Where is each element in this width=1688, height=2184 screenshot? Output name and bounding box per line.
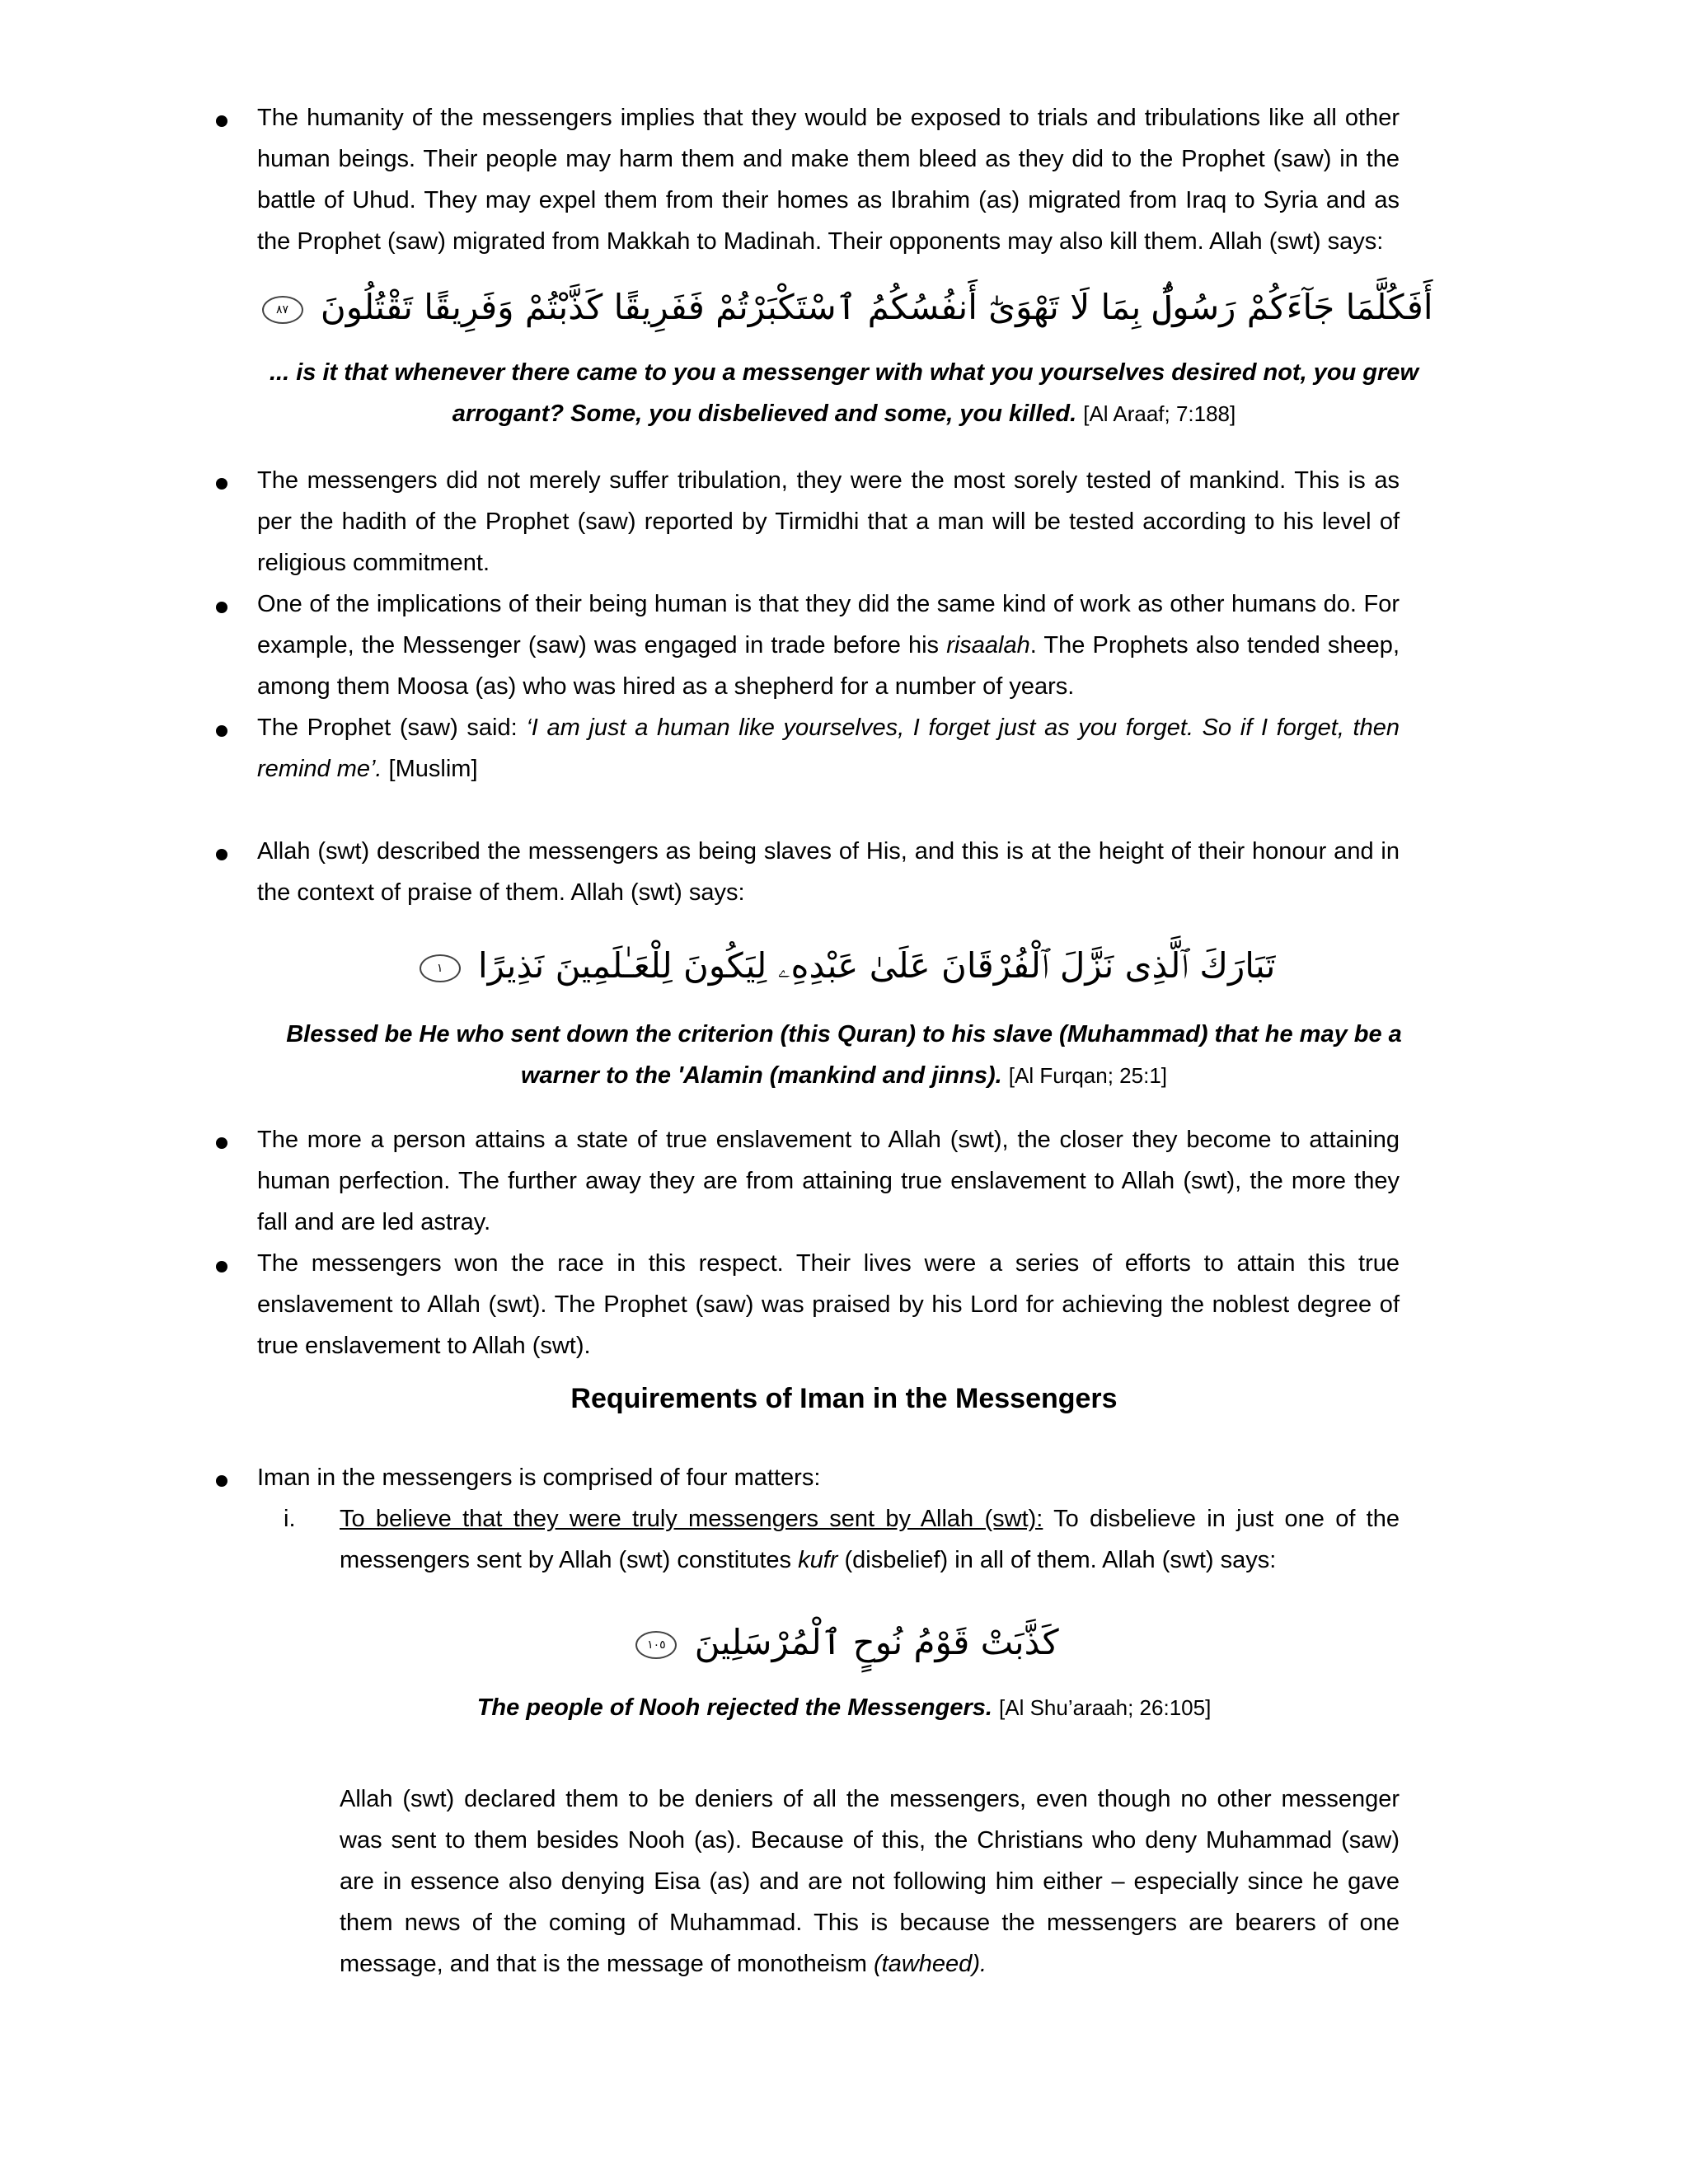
verse-reference: [Al Shu’araah; 26:105] xyxy=(999,1695,1212,1720)
bullet-icon xyxy=(216,1261,227,1272)
verse-translation xyxy=(257,352,1431,434)
quran-verse-arabic xyxy=(165,279,1523,336)
bullet-icon xyxy=(216,115,227,127)
verse-reference: [Al Araaf; 7:188] xyxy=(1083,401,1236,426)
verse-translation xyxy=(257,1014,1431,1096)
verse-number-icon: ١ xyxy=(420,954,461,982)
sub-item-i xyxy=(284,1498,1400,1581)
verse-translation xyxy=(257,1687,1431,1728)
term-risaalah: risaalah xyxy=(946,632,1030,658)
bullet-true-enslavement xyxy=(257,1119,1400,1243)
bullet-icon xyxy=(216,725,227,737)
paragraph: Allah (swt) described the messengers as being slaves of His, and this is at the height of their honour and in the context of praise of them. Allah (swt) says: xyxy=(257,838,1400,906)
verse-text: أَفَكُلَّمَا جَآءَكُمْ رَسُولٌۢ بِمَا لَا تَهْوَىٰٓ أَنفُسُكُمُ ٱسْتَكْبَرْتُمْ فَفَرِيقًا كَذَّبْتُمْ وَفَرِيقًا تَقْتُلُونَ xyxy=(320,287,1433,327)
hadith-quote: ‘I am just a human like yourselves, I forget just as you forget. So if I forget, then remind me’. xyxy=(257,715,1400,782)
bullet-icon xyxy=(216,849,227,860)
bullet-won-the-race xyxy=(257,1243,1400,1366)
bullet-prophet-hadith xyxy=(257,707,1400,790)
paragraph: The messengers won the race in this respect. Their lives were a series of efforts to attain this true enslavement to Allah (swt). The Prophet (saw) was praised by his Lord for achieving the noblest degree of true enslavement to Allah (swt). xyxy=(257,1250,1400,1359)
paragraph: Allah (swt) declared them to be deniers of all the messengers, even though no other messenger was sent to them besides Nooh (as). Because of this, the Christians who deny Muhammad (saw) are in essence also denying Eisa (as) and are not following him either – especially since he gave them news of the coming of Muhammad. This is because the messengers are bearers of one message, and that is the message of monotheism (tawheed). xyxy=(340,1786,1400,1977)
verse-number-icon: ٨٧ xyxy=(262,296,303,324)
roman-numeral-marker: i. xyxy=(284,1506,296,1532)
term-tawheed: (tawheed). xyxy=(874,1951,987,1977)
paragraph: One of the implications of their being human is that they did the same kind of work as other humans do. For example, the Messenger (saw) was engaged in trade before his risaalah. The Prophets also tended sheep, among them Moosa (as) who was hired as a shepherd for a number of years. xyxy=(257,591,1400,700)
bullet-four-matters xyxy=(257,1457,1400,1498)
bullet-icon xyxy=(216,602,227,613)
translation-text: ... is it that whenever there came to you a messenger with what you yourselves desired not, you grew arrogant? Some, you disbelieved and some, you killed. xyxy=(269,359,1418,427)
paragraph: The humanity of the messengers implies that they would be exposed to trials and tribulations like all other human beings. Their people may harm them and make them bleed as they did to the Prophet (saw) in the battle of Uhud. They may expel them from their homes as Ibrahim (as) migrated from Iraq to Syria and as the Prophet (saw) migrated from Makkah to Madinah. Their opponents may also kill them. Allah (swt) says: xyxy=(257,105,1400,255)
bullet-icon xyxy=(216,1137,227,1149)
verse-number-icon: ١٠٥ xyxy=(635,1631,677,1659)
paragraph: The messengers did not merely suffer tribulation, they were the most sorely tested of mankind. This is as per the hadith of the Prophet (saw) reported by Tirmidhi that a man will be tested according to his level of religious commitment. xyxy=(257,467,1400,576)
bullet-slaves-of-allah xyxy=(257,831,1400,913)
bullet-humanity-trials xyxy=(257,97,1400,262)
translation-text: Blessed be He who sent down the criterion (this Quran) to his slave (Muhammad) that he may be a warner to the 'Alamin (mankind and jinns). xyxy=(286,1021,1402,1089)
bullet-icon xyxy=(216,1475,227,1487)
hadith-source: [Muslim] xyxy=(382,756,478,782)
verse-text: كَذَّبَتْ قَوْمُ نُوحٍ ٱلْمُرْسَلِينَ xyxy=(694,1622,1059,1662)
quran-verse-arabic xyxy=(165,1614,1523,1671)
translation-text: The people of Nooh rejected the Messengers. xyxy=(476,1694,992,1721)
term-kufr: kufr xyxy=(798,1547,838,1573)
paragraph: The Prophet (saw) said: ‘I am just a human like yourselves, I forget just as you forget. So if I forget, then remind me’. [Muslim] xyxy=(257,715,1400,782)
sub-item-title: To believe that they were truly messengers sent by Allah (swt): xyxy=(340,1506,1043,1532)
verse-text: تَبَارَكَ ٱلَّذِى نَزَّلَ ٱلْفُرْقَانَ عَلَىٰ عَبْدِهِۦ لِيَكُونَ لِلْعَـٰلَمِينَ نَذِيرًا xyxy=(477,945,1276,986)
bullet-same-work xyxy=(257,583,1400,707)
bullet-sorely-tested xyxy=(257,460,1400,583)
closing-paragraph xyxy=(340,1779,1400,1985)
paragraph: To believe that they were truly messengers sent by Allah (swt): To disbelieve in just one of the messengers sent by Allah (swt) constitutes kufr (disbelief) in all of them. Allah (swt) says: xyxy=(340,1506,1400,1573)
verse-reference: [Al Furqan; 25:1] xyxy=(1008,1063,1168,1088)
section-heading: Requirements of Iman in the Messengers xyxy=(570,1383,1118,1414)
bullet-icon xyxy=(216,478,227,490)
paragraph: The more a person attains a state of true enslavement to Allah (swt), the closer they become to attaining human perfection. The further away they are from attaining true enslavement to Allah (swt), the more they fall and are led astray. xyxy=(257,1127,1400,1235)
quran-verse-arabic xyxy=(165,937,1523,995)
paragraph: Iman in the messengers is comprised of four matters: xyxy=(257,1465,821,1491)
